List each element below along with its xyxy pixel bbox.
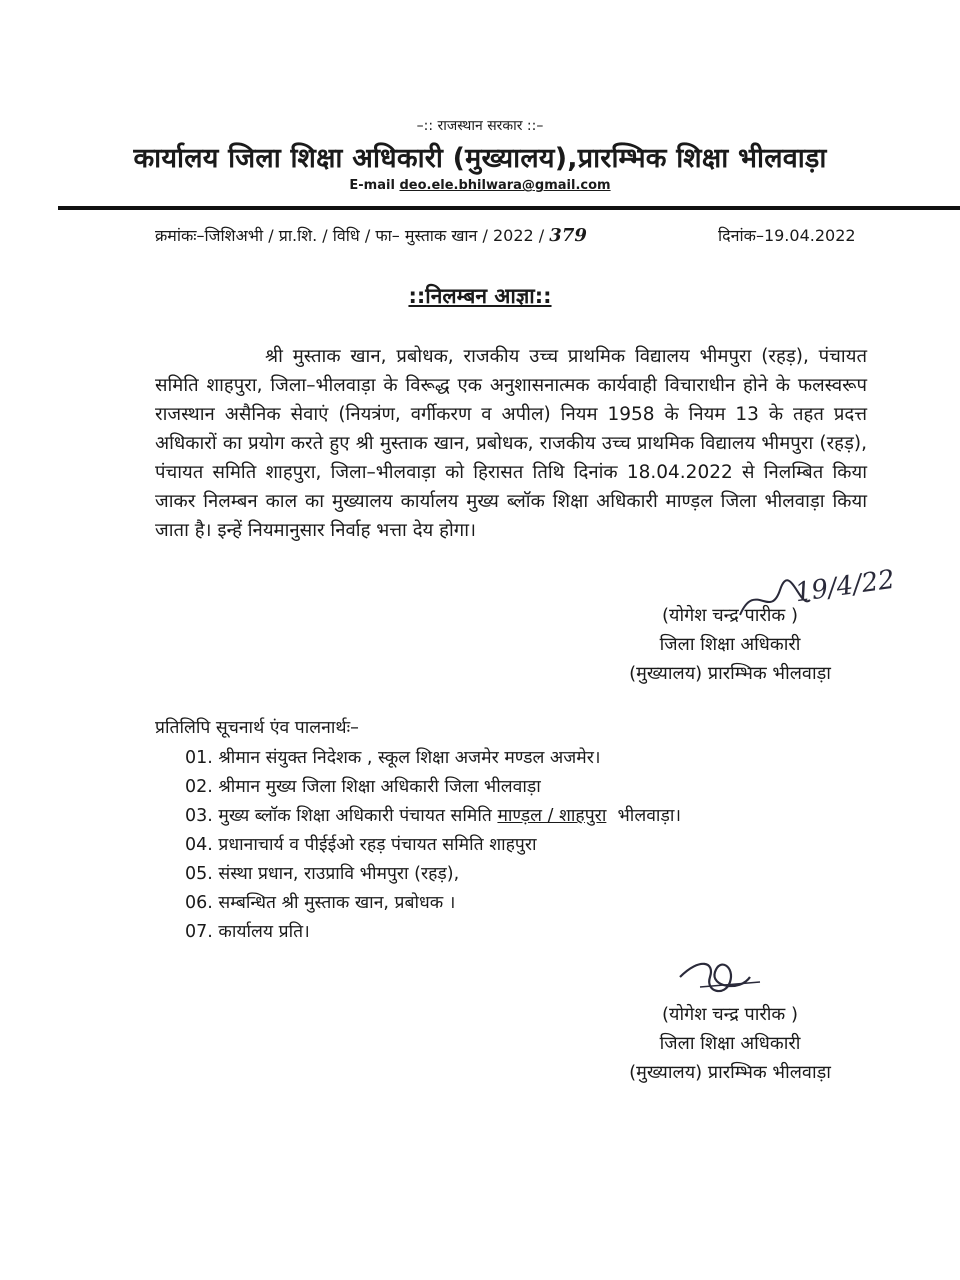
government-header: –:: राजस्थान सरकार ::–: [416, 118, 544, 134]
copy-to-item-2: 02. श्रीमान मुख्य जिला शिक्षा अधिकारी जिला भीलवाड़ा: [185, 777, 541, 797]
order-title-text: ::निलम्बन आज्ञा::: [408, 284, 552, 308]
copy-to-list: [185, 744, 681, 947]
signatory-block-1: [600, 601, 860, 688]
copy-to-item-3-text: 03. मुख्य ब्लॉक शिक्षा अधिकारी पंचायत समिति: [185, 806, 492, 826]
reference-prefix: क्रमांकः–जिशिअभी / प्रा.शि. / विधि / फा– मुस्ताक खान / 2022 /: [155, 226, 545, 245]
signatory-designation-2: जिला शिक्षा अधिकारी: [659, 1033, 801, 1054]
signatory-block-2: [600, 1000, 860, 1087]
signatory-designation-1: जिला शिक्षा अधिकारी: [659, 634, 801, 655]
signature-date: 19/4/22: [793, 564, 897, 609]
order-body: श्री मुस्ताक खान, प्रबोधक, राजकीय उच्च प्राथमिक विद्यालय भीमपुरा (रहड़), पंचायत समिति शाहपुरा, जिला–भीलवाड़ा के विरूद्ध एक अनुशासनात्मक कार्यवाही विचाराधीन होने के फलस्वरूप राजस्थान असैनिक सेवाएं (नियत्रंण, वर्गीकरण व अपील) नियम 1958 के नियम 13 के तहत प्रदत्त अधिकारों का प्रयोग करते हुए श्री मुस्ताक खान, प्रबोधक, राजकीय उच्च प्राथमिक विद्यालय भीमपुरा (रहड़), पंचायत समिति शाहपुरा, जिला–भीलवाड़ा को हिरासत तिथि दिनांक 18.04.2022 से निलम्बित किया जाकर निलम्बन काल का मुख्यालय कार्यालय मुख्य ब्लॉक शिक्षा अधिकारी माण्ड़ल जिला भीलवाड़ा किया जाता है। इन्हें नियमानुसार निर्वाह भत्ता देय होगा।: [155, 346, 867, 541]
copy-to-item-3-underlined: माण्ड़ल / शाहपुरा: [497, 806, 607, 826]
copy-to-item-3: [185, 802, 681, 831]
reference-handwritten-number: 379: [549, 225, 587, 246]
copy-to-item-1: 01. श्रीमान संयुक्त निदेशक , स्कूल शिक्षा अजमेर मण्डल अजमेर।: [185, 748, 601, 768]
office-title: कार्यालय जिला शिक्षा अधिकारी (मुख्यालय),प्रारम्भिक शिक्षा भीलवाड़ा: [133, 143, 827, 174]
copy-to-heading: प्रतिलिपि सूचनार्थ एंव पालनार्थः–: [155, 718, 359, 738]
signatory-name-2: (योगेश चन्द्र पारीक ): [662, 1004, 798, 1025]
signatory-office-2: (मुख्यालय) प्रारम्भिक भीलवाड़ा: [629, 1062, 831, 1083]
copy-to-item-7: 07. कार्यालय प्रति।: [185, 922, 310, 942]
header-divider: [58, 206, 960, 210]
copy-to-item-5: 05. संस्था प्रधान, राउप्रावि भीमपुरा (रहड़),: [185, 864, 460, 884]
copy-to-item-4: 04. प्रधानाचार्य व पीईईओ रहड़ पंचायत समिति शाहपुरा: [185, 835, 537, 855]
email-address: deo.ele.bhilwara@gmail.com: [399, 178, 611, 193]
signatory-office-1: (मुख्यालय) प्रारम्भिक भीलवाड़ा: [629, 663, 831, 684]
reference-number: [155, 224, 587, 246]
reference-date: दिनांक–19.04.2022: [718, 226, 856, 245]
signatory-name-1: (योगेश चन्द्र पारीक ): [662, 605, 798, 626]
email-line: [0, 178, 960, 193]
order-title: [0, 282, 960, 310]
copy-to-item-3-suffix: भीलवाड़ा।: [617, 806, 681, 826]
email-label: E-mail: [349, 178, 395, 193]
copy-to-item-6: 06. सम्बन्धित श्री मुस्ताक खान, प्रबोधक ।: [185, 893, 456, 913]
